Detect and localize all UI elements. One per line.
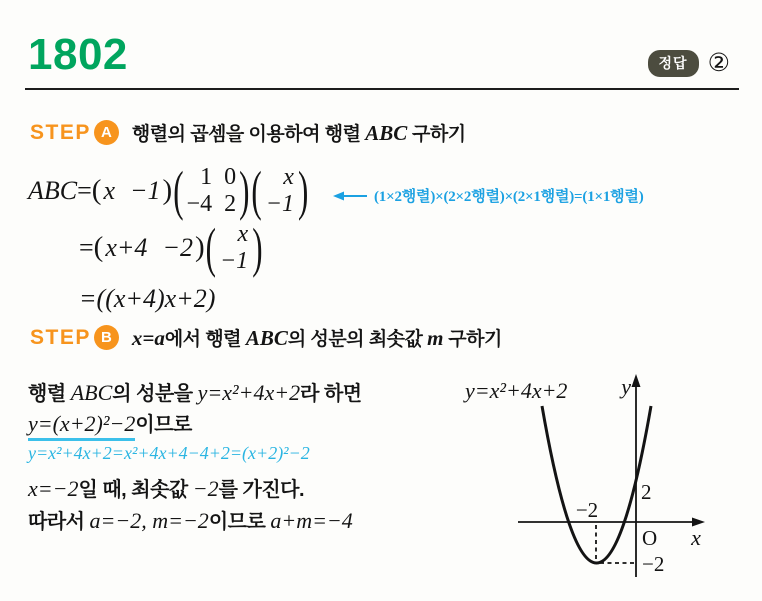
open-paren: (: [91, 174, 102, 207]
step-a-title-text-2: 구하기: [407, 124, 466, 145]
step-a-label: STEP: [30, 120, 91, 144]
body-line-4: x=−2일 때, 최솟값 −2를 가진다.: [28, 476, 305, 501]
y-axis-arrow-icon: [632, 374, 641, 387]
step-b-badge-icon: B: [94, 325, 119, 350]
open-paren: (: [93, 231, 104, 264]
step-a-title-text: 행렬의 곱셈을 이용하여 행렬: [131, 124, 366, 145]
graph-y-label: y: [621, 374, 631, 399]
dimension-note: [333, 185, 644, 206]
graph-origin-label: O: [642, 526, 658, 550]
equation-line-2: [79, 216, 264, 280]
eq1-equals: =: [77, 175, 92, 205]
underlined-expression: y=(x+2)²−2: [28, 414, 135, 441]
graph-vertex-y-label: −2: [642, 552, 665, 576]
graph-function-label: y=x²+4x+2: [465, 378, 568, 403]
graph-y-intercept-label: 2: [641, 480, 652, 504]
step-a-badge-icon: A: [94, 120, 119, 145]
body-line-1: 행렬 ABC의 성분을 y=x²+4x+2라 하면: [28, 380, 362, 405]
close-paren: ): [194, 231, 205, 264]
close-paren-big: ): [252, 216, 263, 280]
open-paren-big: (: [205, 216, 216, 280]
dimension-note-text: (1×2행렬)×(2×2행렬)×(2×1행렬)=(1×1행렬): [374, 189, 644, 205]
left-arrow-icon: [333, 190, 367, 202]
column-vector: x −1: [265, 164, 294, 217]
answer-area: [648, 48, 730, 78]
equation-line-1: [28, 159, 309, 223]
header-divider: [25, 88, 739, 90]
eq3-text: =((x+4)x+2): [79, 284, 216, 313]
step-b-title: x=a에서 행렬 ABC의 성분의 최솟값 m 구하기: [131, 326, 502, 350]
step-a-title: [132, 119, 466, 146]
row-vector: x −1: [103, 175, 161, 205]
step-b-label: STEP: [30, 325, 91, 349]
step-a-title-math: ABC: [365, 121, 408, 145]
answer-badge: 정답: [648, 50, 699, 77]
equation-line-3: [79, 284, 215, 314]
open-paren-big: (: [251, 159, 262, 223]
column-vector: x −1: [219, 221, 249, 274]
body-line-5-conclusion: 따라서 a=−2, m=−2이므로 a+m=−4: [28, 508, 353, 533]
step-b-header: [30, 324, 502, 351]
graph-x-label: x: [691, 525, 701, 550]
problem-number: 1802: [28, 30, 128, 79]
graph-vertex-x-label: −2: [575, 498, 599, 522]
close-paren-big: ): [239, 159, 250, 223]
body-line-2: y=(x+2)²−2이므로: [28, 408, 192, 437]
eq2-equals: =: [79, 232, 94, 262]
close-paren-big: ): [297, 159, 309, 223]
row-vector: x+4 −2: [105, 232, 193, 262]
eq1-lhs: ABC: [28, 175, 78, 205]
body-line-3-derivation: y=x²+4x+2=x²+4x+4−4+2=(x+2)²−2: [28, 443, 310, 463]
step-a-header: [30, 119, 466, 146]
parabola-curve: [542, 406, 651, 563]
answer-choice-number: ②: [707, 49, 730, 77]
matrix-2x2: 1 0 −4 2: [186, 164, 237, 217]
open-paren-big: (: [173, 159, 184, 223]
parabola-graph: [460, 368, 762, 601]
close-paren: ): [162, 174, 173, 207]
